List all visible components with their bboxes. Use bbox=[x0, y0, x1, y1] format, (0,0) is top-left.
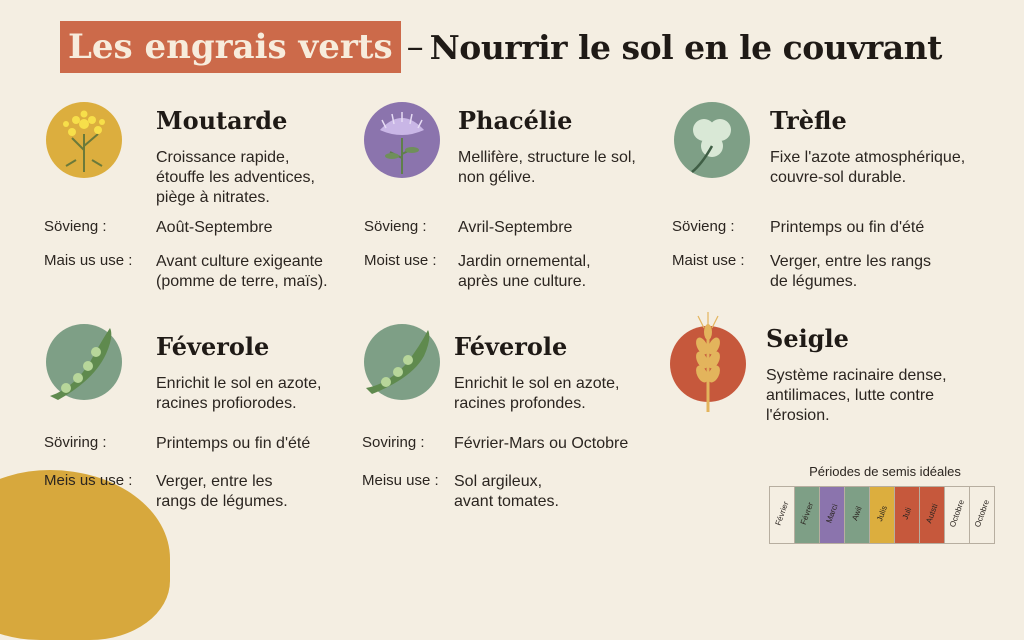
sowing-label: Sövieng : bbox=[672, 218, 735, 235]
title-dash: – bbox=[406, 27, 424, 67]
legend-title: Périodes de semis idéales bbox=[809, 464, 961, 479]
use-label: Mais us use : bbox=[44, 252, 133, 269]
use-value: Avant culture exigeante (pomme de terre, maïs). bbox=[156, 253, 328, 290]
card-description: Mellifère, structure le sol, non gélive. bbox=[458, 149, 636, 186]
sowing-label: Soviring : bbox=[362, 434, 425, 451]
card-description: Croissance rapide, étouffe les adventices, piège à nitrates. bbox=[156, 149, 315, 206]
legend-month-label: Févrer bbox=[798, 501, 816, 526]
card-feverole-1 bbox=[44, 326, 364, 536]
legend-month-label: Octobre bbox=[972, 498, 992, 529]
legend-month-label: Février bbox=[773, 500, 791, 527]
card-title: Trèfle bbox=[770, 106, 847, 135]
legend-month-label: Marci bbox=[824, 502, 840, 525]
use-label: Meisu use : bbox=[362, 472, 439, 489]
card-description: Fixe l'azote atmosphérique, couvre-sol durable. bbox=[770, 149, 966, 186]
card-title: Féverole bbox=[454, 332, 568, 361]
card-moutarde bbox=[44, 100, 364, 310]
legend-month-label: Julis bbox=[875, 504, 889, 523]
legend-month-cell bbox=[770, 487, 795, 543]
card-description: Enrichit le sol en azote, racines profondes. bbox=[454, 375, 620, 412]
sowing-value: Août-Septembre bbox=[156, 219, 273, 236]
sowing-label: Söviring : bbox=[44, 434, 107, 451]
phacelia-flower-icon bbox=[362, 100, 442, 180]
use-value: Jardin ornemental, après une culture. bbox=[458, 253, 591, 290]
use-value: Verger, entre les rangs de légumes. bbox=[156, 473, 288, 510]
card-title: Féverole bbox=[156, 332, 270, 361]
card-title: Phacélie bbox=[458, 106, 573, 135]
legend-month-cell bbox=[970, 487, 994, 543]
card-title: Moutarde bbox=[156, 106, 288, 135]
card-description: Système racinaire dense, antilimaces, lutte contre l'érosion. bbox=[766, 367, 947, 424]
legend-month-cell bbox=[870, 487, 895, 543]
card-phacelie bbox=[364, 100, 684, 310]
card-trefle bbox=[672, 100, 992, 310]
card-description: Enrichit le sol en azote, racines profiorodes. bbox=[156, 375, 322, 412]
legend-month-cell bbox=[945, 487, 970, 543]
sowing-value: Printemps ou fin d'été bbox=[770, 219, 925, 236]
use-value: Verger, entre les rangs de légumes. bbox=[770, 253, 931, 290]
sowing-label: Sövieng : bbox=[44, 218, 107, 235]
card-title: Seigle bbox=[766, 324, 849, 353]
legend-month-label: Autsti bbox=[924, 502, 940, 525]
use-label: Maist use : bbox=[672, 252, 745, 269]
legend-month-cell bbox=[795, 487, 820, 543]
page-title bbox=[60, 20, 942, 74]
mustard-flower-icon bbox=[44, 100, 124, 180]
legend-month-label: Awil bbox=[850, 505, 864, 522]
title-subtitle: Nourrir le sol en le couvrant bbox=[429, 27, 942, 67]
legend-month-label: Octobre bbox=[947, 498, 967, 529]
sowing-value: Avril-Septembre bbox=[458, 219, 573, 236]
fava-bean-pod-icon bbox=[362, 322, 442, 402]
legend-month-cell bbox=[820, 487, 845, 543]
use-value: Sol argileux, avant tomates. bbox=[454, 473, 559, 510]
fava-bean-pod-icon bbox=[44, 322, 124, 402]
sowing-value: Février-Mars ou Octobre bbox=[454, 435, 629, 452]
legend-month-label: Juli bbox=[900, 506, 914, 521]
sowing-value: Printemps ou fin d'été bbox=[156, 435, 311, 452]
legend-month-cell bbox=[920, 487, 945, 543]
title-highlight: Les engrais verts bbox=[60, 21, 401, 73]
rye-wheat-icon bbox=[668, 316, 748, 396]
clover-icon bbox=[672, 100, 752, 180]
legend-month-cell bbox=[845, 487, 870, 543]
sowing-label: Sövieng : bbox=[364, 218, 427, 235]
sowing-period-legend bbox=[769, 486, 995, 544]
use-label: Moist use : bbox=[364, 252, 437, 269]
card-feverole-2 bbox=[362, 326, 682, 536]
legend-month-cell bbox=[895, 487, 920, 543]
use-label: Meis us use : bbox=[44, 472, 133, 489]
